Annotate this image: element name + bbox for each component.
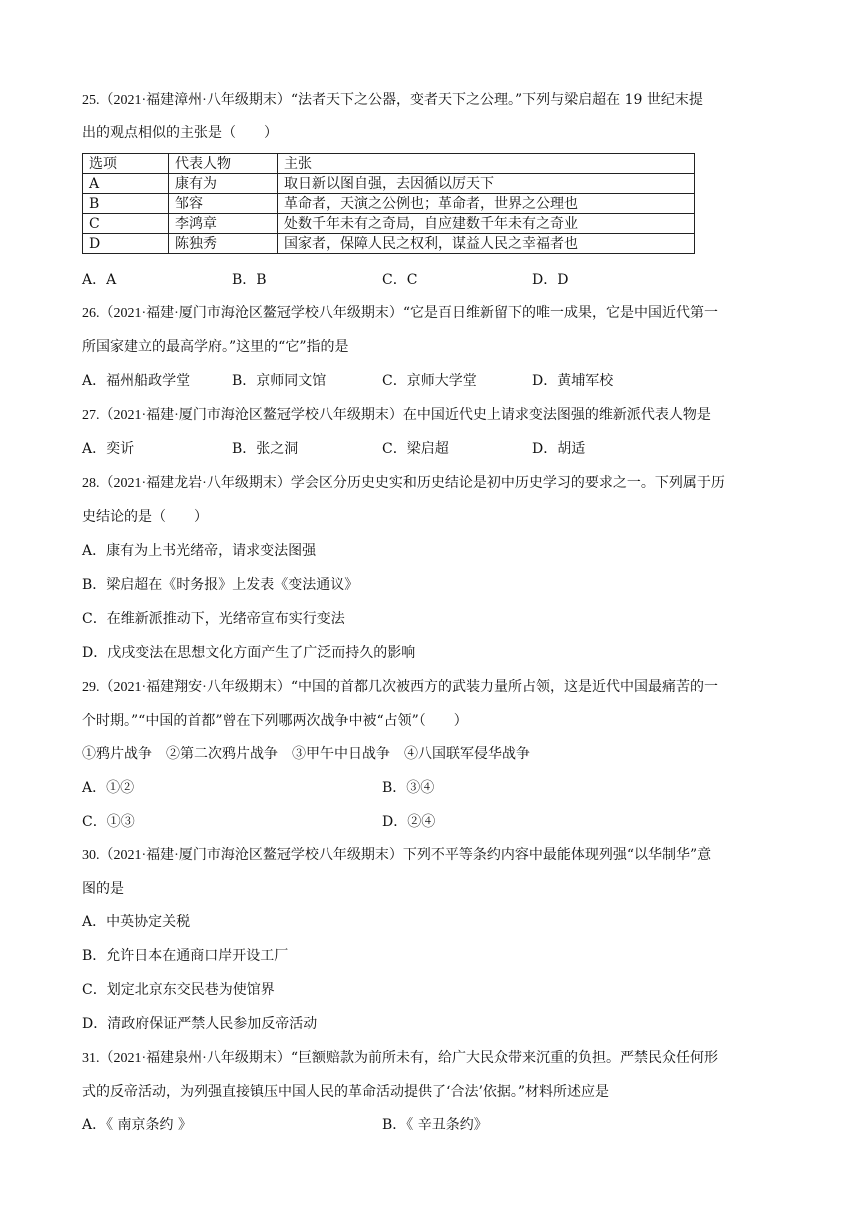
question-number: 26. <box>82 306 100 321</box>
question-source: （2021·福建·厦门市海沧区鳌冠学校八年级期末） <box>99 306 403 321</box>
option-a[interactable]: A．福州船政学堂 <box>82 373 191 389</box>
question-28-line-2: 史结论的是（ ） <box>82 509 208 525</box>
question-30-line-2: 图的是 <box>82 881 124 897</box>
question-source: （2021·福建龙岩·八年级期末） <box>99 476 291 491</box>
option-b[interactable]: B．允许日本在通商口岸开设工厂 <box>82 948 289 964</box>
question-number: 30. <box>82 848 100 863</box>
question-25-line-2: 出的观点相似的主张是（ ） <box>82 125 278 141</box>
option-a[interactable]: A．中英协定关税 <box>82 914 191 930</box>
question-31-line-2: 式的反帝活动，为列强直接镇压中国人民的革命活动提供了‘合法’依据。”材料所述应是 <box>82 1084 610 1100</box>
question-27-line-1 <box>82 405 711 426</box>
question-source: （2021·福建漳州·八年级期末） <box>99 93 291 108</box>
question-31-line-1 <box>82 1048 718 1069</box>
question-26-line-2: 所国家建立的最高学府。”这里的“它”指的是 <box>82 339 349 355</box>
table-header-cell: 选项 <box>83 154 169 174</box>
table-header-cell: 主张 <box>278 154 695 174</box>
question-25-line-1 <box>82 90 703 111</box>
question-source: （2021·福建·厦门市海沧区鳌冠学校八年级期末） <box>99 848 403 863</box>
question-29-line-1 <box>82 677 718 698</box>
question-26-line-1 <box>82 303 718 324</box>
table-cell: 处数千年未有之奇局，自应建数千年未有之奇业 <box>278 214 695 234</box>
table-header-row <box>83 154 695 174</box>
option-a[interactable]: A．《 南京条约 》 <box>82 1117 193 1133</box>
table-row <box>83 174 695 194</box>
option-d[interactable]: D．戊戌变法在思想文化方面产生了广泛而持久的影响 <box>82 645 416 661</box>
option-c[interactable]: C．C <box>382 272 418 288</box>
option-d[interactable]: D．黄埔军校 <box>532 373 614 389</box>
question-source: （2021·福建翔安·八年级期末） <box>99 680 291 695</box>
question-number: 28. <box>82 476 100 491</box>
option-b[interactable]: B．张之洞 <box>232 441 299 457</box>
table-cell: 陈独秀 <box>169 234 278 254</box>
question-source: （2021·福建泉州·八年级期末） <box>99 1051 291 1066</box>
option-d[interactable]: D．清政府保证严禁人民参加反帝活动 <box>82 1016 318 1032</box>
question-25-table <box>82 153 695 254</box>
table-cell: 李鸿章 <box>169 214 278 234</box>
option-b[interactable]: B．京师同文馆 <box>232 373 327 389</box>
question-28-line-1 <box>82 473 725 494</box>
option-d[interactable]: D．D <box>532 272 569 288</box>
option-d[interactable]: D．胡适 <box>532 441 586 457</box>
question-source: （2021·福建·厦门市海沧区鳌冠学校八年级期末） <box>99 408 403 423</box>
table-cell: 邹容 <box>169 194 278 214</box>
table-cell: B <box>83 194 169 214</box>
option-d[interactable]: D．②④ <box>382 814 436 830</box>
question-text: “它是百日维新留下的唯一成果，它是中国近代第一 <box>402 305 718 321</box>
option-c[interactable]: C．划定北京东交民巷为使馆界 <box>82 982 275 998</box>
option-c[interactable]: C．在维新派推动下，光绪帝宣布实行变法 <box>82 611 345 627</box>
table-row <box>83 194 695 214</box>
question-number: 25. <box>82 93 100 108</box>
question-text: 在中国近代史上请求变法图强的维新派代表人物是 <box>402 407 711 423</box>
option-a[interactable]: A．A <box>82 272 117 288</box>
question-number: 29. <box>82 680 100 695</box>
question-number: 27. <box>82 408 100 423</box>
option-b[interactable]: B．《 辛丑条约》 <box>382 1117 488 1133</box>
table-cell: D <box>83 234 169 254</box>
option-c[interactable]: C．梁启超 <box>382 441 449 457</box>
question-29-line-3: ①鸦片战争 ②第二次鸦片战争 ③甲午中日战争 ④八国联军侵华战争 <box>82 746 530 762</box>
table-cell: 康有为 <box>169 174 278 194</box>
table-row <box>83 214 695 234</box>
table-row <box>83 234 695 254</box>
question-text: “法者天下之公器，变者天下之公理。”下列与梁启超在 19 世纪末提 <box>290 92 703 108</box>
table-header-cell: 代表人物 <box>169 154 278 174</box>
option-b[interactable]: B．B <box>232 272 267 288</box>
question-text: “中国的首都几次被西方的武装力量所占领，这是近代中国最痛苦的一 <box>290 679 718 695</box>
question-text: 学会区分历史史实和历史结论是初中历史学习的要求之一。下列属于历 <box>290 475 725 491</box>
option-a[interactable]: A．奕䜣 <box>82 441 135 457</box>
option-a[interactable]: A．康有为上书光绪帝，请求变法图强 <box>82 543 317 559</box>
question-text: “巨额赔款为前所未有，给广大民众带来沉重的负担。严禁民众任何形 <box>290 1050 718 1066</box>
table-cell: A <box>83 174 169 194</box>
option-b[interactable]: B．③④ <box>382 780 435 796</box>
table-cell: 国家者，保障人民之权利，谋益人民之幸福者也 <box>278 234 695 254</box>
question-number: 31. <box>82 1051 100 1066</box>
table-cell: 取日新以图自强，去因循以厉天下 <box>278 174 695 194</box>
option-a[interactable]: A．①② <box>82 780 135 796</box>
option-b[interactable]: B．梁启超在《时务报》上发表《变法通议》 <box>82 577 359 593</box>
table-cell: C <box>83 214 169 234</box>
table-cell: 革命者，天演之公例也；革命者，世界之公理也 <box>278 194 695 214</box>
question-29-line-2: 个时期。”“中国的首都”曾在下列哪两次战争中被“占领”（ ） <box>82 713 468 729</box>
question-30-line-1 <box>82 845 711 866</box>
option-c[interactable]: C．①③ <box>82 814 135 830</box>
option-c[interactable]: C．京师大学堂 <box>382 373 477 389</box>
question-text: 下列不平等条约内容中最能体现列强“以华制华”意 <box>402 847 712 863</box>
